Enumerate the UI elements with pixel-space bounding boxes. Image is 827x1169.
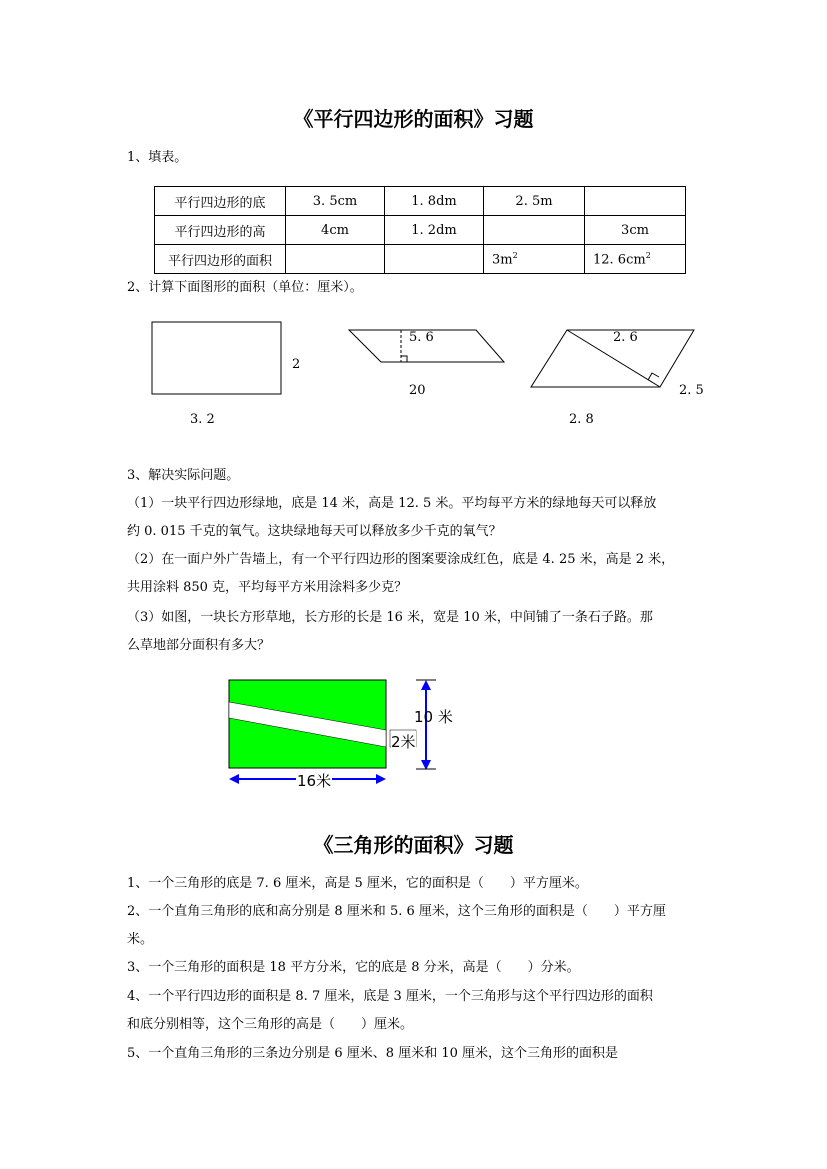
problem-3-line-2: 么草地部分面积有多大？ bbox=[127, 638, 271, 653]
para2-bottom-label: 2. 8 bbox=[569, 412, 594, 427]
row-head-height: 平行四边形的高 bbox=[155, 216, 286, 245]
s2-q3: 3、一个三角形的面积是 18 平方分米，它的底是 8 分米，高是（ ）分米。 bbox=[127, 960, 580, 975]
table-cell: 1. 2dm bbox=[385, 216, 484, 245]
rect-bottom-label: 3. 2 bbox=[190, 412, 215, 427]
table-cell: $3m^2$ bbox=[484, 245, 585, 274]
table-cell: 12. $6cm^2$ bbox=[585, 245, 686, 274]
para1-base-label: 20 bbox=[409, 383, 426, 398]
right-angle-mark bbox=[401, 356, 407, 362]
row-head-area: 平行四边形的面积 bbox=[155, 245, 286, 274]
arrow-right-icon bbox=[376, 774, 386, 784]
section2-title: 《三角形的面积》习题 bbox=[313, 833, 514, 857]
width-label: 10 米 bbox=[414, 708, 453, 726]
table-cell: 2. 5m bbox=[484, 187, 585, 216]
arrow-left-icon bbox=[229, 774, 239, 784]
q2-label: 2、计算下面图形的面积（单位：厘米）。 bbox=[127, 280, 363, 295]
s2-q2-line-2: 米。 bbox=[127, 932, 154, 947]
row-head-base: 平行四边形的底 bbox=[155, 187, 286, 216]
q1-label: 1、填表。 bbox=[127, 150, 188, 165]
rectangle-shape bbox=[152, 322, 281, 394]
path-width-label: 2米 bbox=[391, 733, 416, 751]
problem-1-line-1: （1）一块平行四边形绿地，底是 14 米，高是 12. 5 米。平均每平方米的绿地每天可以释放 bbox=[127, 496, 657, 511]
s2-q5: 5、一个直角三角形的三条边分别是 6 厘米、8 厘米和 10 厘米，这个三角形的面积是 bbox=[127, 1046, 619, 1061]
problem-2-line-2: 共用涂料 850 克，平均每平方米用涂料多少克？ bbox=[127, 580, 408, 595]
rect-side-label: 2 bbox=[292, 357, 301, 372]
section1-title: 《平行四边形的面积》习题 bbox=[293, 107, 534, 131]
s2-q1: 1、一个三角形的底是 7. 6 厘米，高是 5 厘米，它的面积是（ ）平方厘米。 bbox=[127, 876, 588, 891]
table-cell: 1. 8dm bbox=[385, 187, 484, 216]
table-cell: 3cm bbox=[585, 216, 686, 245]
s2-q4-line-1: 4、一个平行四边形的面积是 8. 7 厘米，底是 3 厘米，一个三角形与这个平行四边形的面积 bbox=[127, 989, 653, 1004]
problem-2-line-1: （2）在一面户外广告墙上，有一个平行四边形的图案要涂成红色，底是 4. 25 米，高是 2 米， bbox=[127, 552, 675, 567]
length-label: 16米 bbox=[297, 772, 332, 790]
para2-side-label: 2. 5 bbox=[679, 383, 704, 398]
para2-top-label: 2. 6 bbox=[613, 330, 638, 345]
table-cell: 3. 5cm bbox=[286, 187, 385, 216]
problem-3-line-1: （3）如图，一块长方形草地，长方形的长是 16 米，宽是 10 米，中间铺了一条石子路。那 bbox=[127, 610, 653, 625]
problem-1-line-2: 约 0. 015 千克的氧气。这块绿地每天可以释放多少千克的氧气？ bbox=[127, 524, 502, 539]
right-angle-mark bbox=[648, 373, 659, 380]
arrow-up-icon bbox=[421, 680, 431, 690]
shapes-figure bbox=[0, 0, 827, 440]
s2-q2-line-1: 2、一个直角三角形的底和高分别是 8 厘米和 5. 6 厘米，这个三角形的面积是（ ）平方厘 bbox=[127, 904, 666, 919]
table-cell: 4cm bbox=[286, 216, 385, 245]
lawn-figure bbox=[220, 672, 470, 797]
q3-label: 3、解决实际问题。 bbox=[127, 468, 240, 483]
para1-height-label: 5. 6 bbox=[409, 330, 434, 345]
s2-q4-line-2: 和底分别相等，这个三角形的高是（ ）厘米。 bbox=[127, 1017, 414, 1032]
